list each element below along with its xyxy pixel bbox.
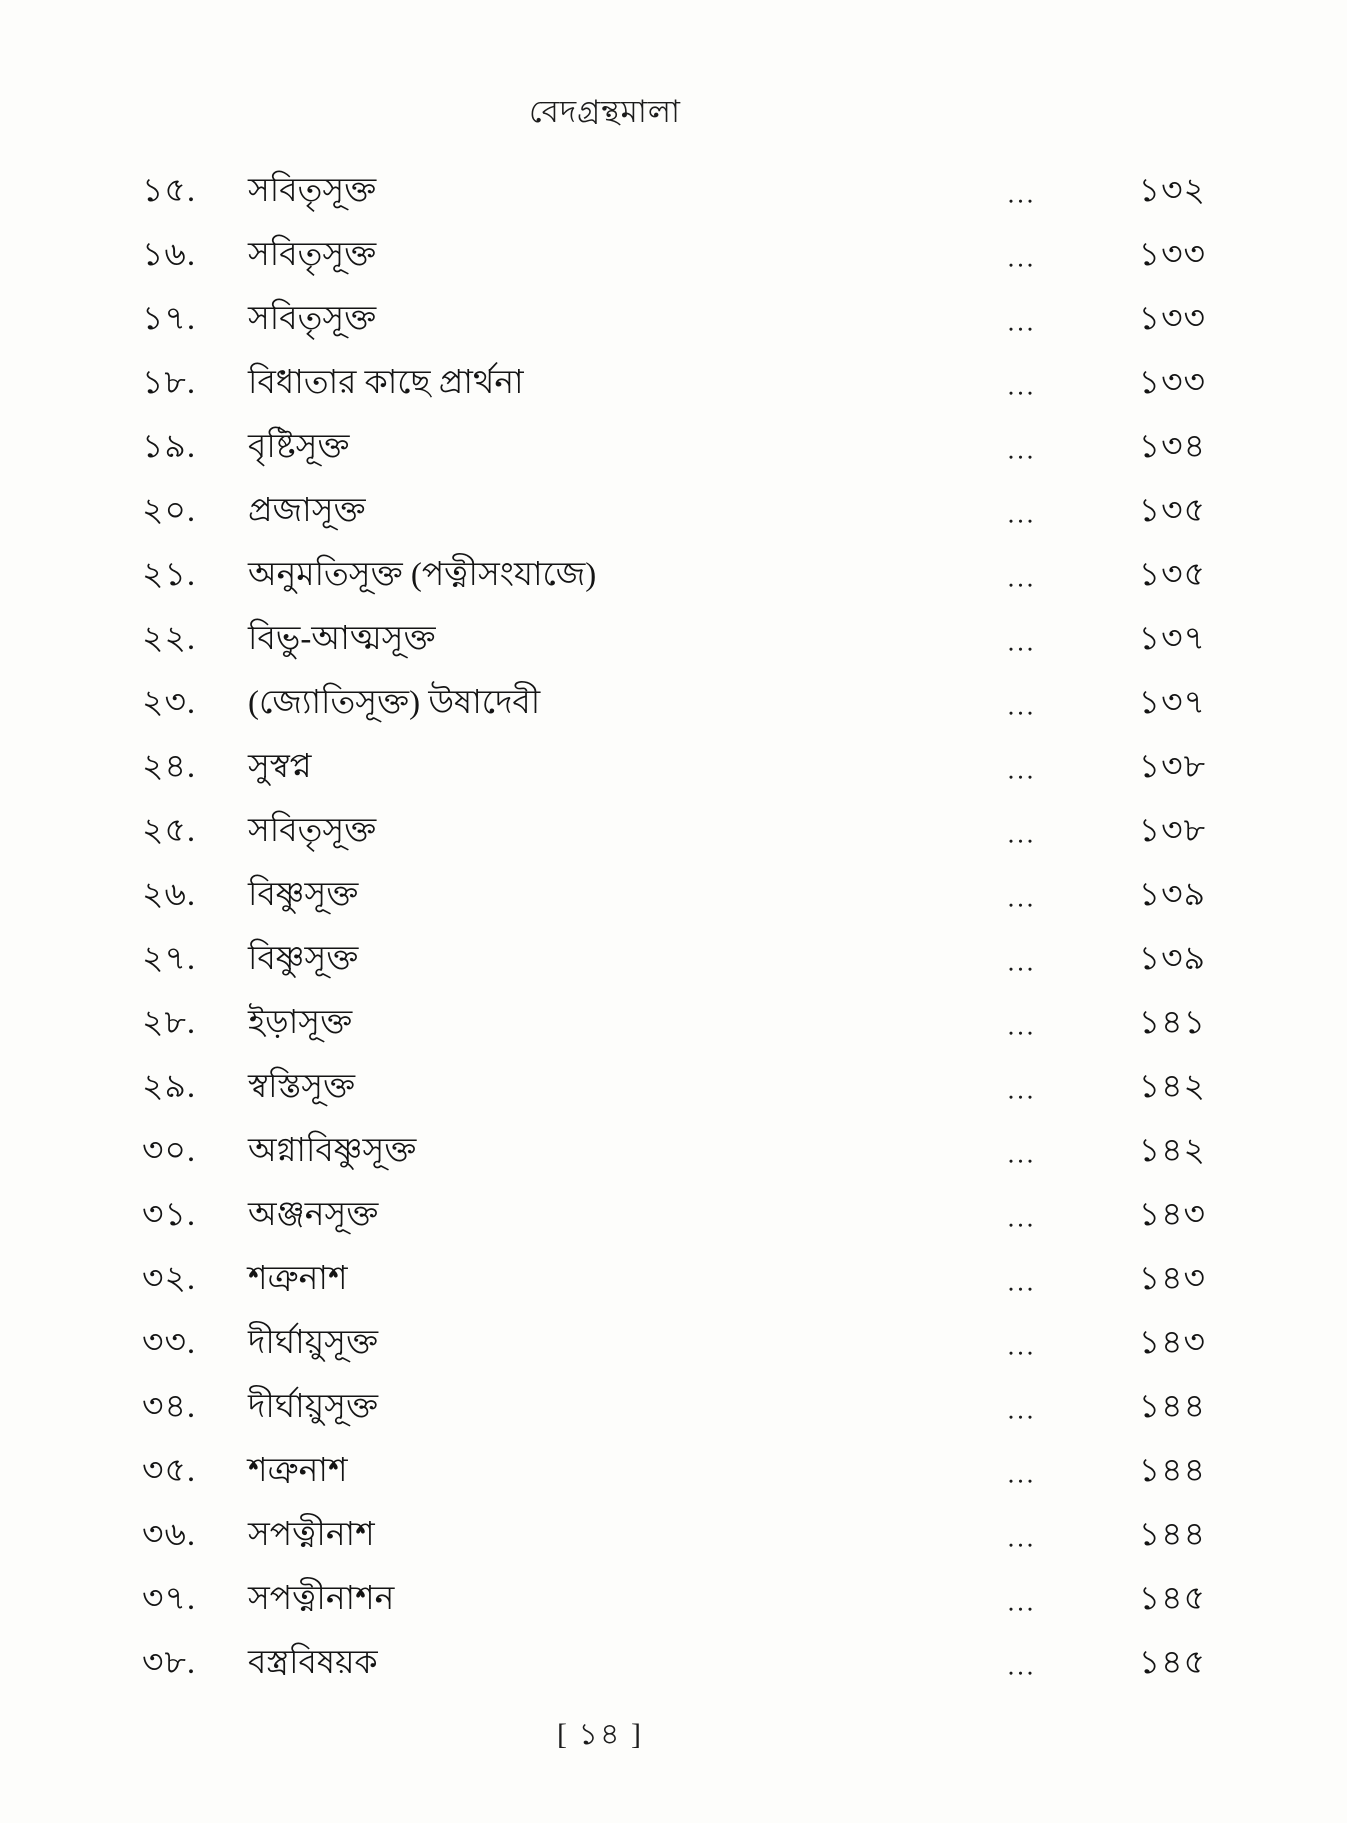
toc-row: [0, 288, 1347, 352]
entry-page-number: ১৪৩: [1138, 1325, 1206, 1361]
entry-page-number: ১৪৪: [1138, 1453, 1206, 1489]
dots-leader: ...: [1007, 1651, 1037, 1681]
toc-row: [0, 992, 1347, 1056]
entry-title: প্রজাসূক্ত: [248, 493, 366, 529]
entry-number: ২৭.: [142, 941, 197, 977]
toc-row: [0, 224, 1347, 288]
entry-title: বিভু-আত্মসূক্ত: [248, 621, 436, 657]
toc-row: [0, 352, 1347, 416]
entry-title: সবিতৃসূক্ত: [248, 813, 377, 849]
dots-leader: ...: [1007, 1267, 1037, 1297]
entry-number: ২৫.: [142, 813, 197, 849]
toc-row: [0, 1184, 1347, 1248]
entry-page-number: ১৪২: [1138, 1133, 1206, 1169]
dots-leader: ...: [1007, 563, 1037, 593]
entry-page-number: ১৩৮: [1138, 749, 1206, 785]
toc-row: [0, 1568, 1347, 1632]
entry-page-number: ১৩৯: [1138, 941, 1206, 977]
entry-number: ২৯.: [142, 1069, 197, 1105]
toc-row: [0, 864, 1347, 928]
entry-number: ২৩.: [142, 685, 197, 721]
toc-row: [0, 160, 1347, 224]
entry-page-number: ১৪৩: [1138, 1197, 1206, 1233]
dots-leader: ...: [1007, 1395, 1037, 1425]
entry-number: ৩১.: [142, 1197, 197, 1233]
entry-page-number: ১৩৭: [1138, 621, 1206, 657]
dots-leader: ...: [1007, 499, 1037, 529]
toc-row: [0, 1120, 1347, 1184]
entry-number: ২৬.: [142, 877, 197, 913]
entry-page-number: ১৪১: [1138, 1005, 1206, 1041]
entry-number: ৩৭.: [142, 1581, 197, 1617]
entry-number: ২০.: [142, 493, 197, 529]
entry-title: অঞ্জনসূক্ত: [248, 1197, 379, 1233]
dots-leader: ...: [1007, 627, 1037, 657]
entry-title: দীর্ঘায়ুসূক্ত: [248, 1389, 379, 1425]
dots-leader: ...: [1007, 1203, 1037, 1233]
toc-row: [0, 736, 1347, 800]
entry-number: ২৮.: [142, 1005, 197, 1041]
dots-leader: ...: [1007, 755, 1037, 785]
entry-title: বিষ্ণুসূক্ত: [248, 877, 359, 913]
page-footer-number: [ ১৪ ]: [557, 1718, 643, 1751]
dots-leader: ...: [1007, 819, 1037, 849]
entry-number: ১৭.: [142, 301, 197, 337]
entry-title: শত্রুনাশ: [248, 1453, 348, 1489]
entry-title: সবিতৃসূক্ত: [248, 237, 377, 273]
dots-leader: ...: [1007, 1459, 1037, 1489]
dots-leader: ...: [1007, 947, 1037, 977]
toc-row: [0, 800, 1347, 864]
entry-number: ৩২.: [142, 1261, 197, 1297]
entry-number: ১৮.: [142, 365, 197, 401]
entry-page-number: ১৩৫: [1138, 493, 1206, 529]
toc-row: [0, 608, 1347, 672]
entry-title: অনুমতিসূক্ত (পত্নীসংযাজে): [248, 557, 597, 593]
entry-page-number: ১৩৭: [1138, 685, 1206, 721]
dots-leader: ...: [1007, 371, 1037, 401]
toc-row: [0, 1056, 1347, 1120]
entry-number: ৩৩.: [142, 1325, 197, 1361]
entry-number: ১৫.: [142, 173, 197, 209]
entry-page-number: ১৩৪: [1138, 429, 1206, 465]
entry-number: ৩৪.: [142, 1389, 197, 1425]
toc-row: [0, 1248, 1347, 1312]
dots-leader: ...: [1007, 691, 1037, 721]
dots-leader: ...: [1007, 1587, 1037, 1617]
entry-title: স্বস্তিসূক্ত: [248, 1069, 356, 1105]
entry-page-number: ১৪২: [1138, 1069, 1206, 1105]
entry-title: সবিতৃসূক্ত: [248, 301, 377, 337]
entry-title: বিষ্ণুসূক্ত: [248, 941, 359, 977]
dots-leader: ...: [1007, 883, 1037, 913]
entry-title: বৃষ্টিসূক্ত: [248, 429, 350, 465]
entry-title: সপত্নীনাশন: [248, 1581, 395, 1617]
page-header-title: বেদগ্রন্থমালা: [529, 94, 681, 129]
toc-row: [0, 672, 1347, 736]
entry-number: ৩৬.: [142, 1517, 197, 1553]
toc-row: [0, 1504, 1347, 1568]
dots-leader: ...: [1007, 1523, 1037, 1553]
entry-number: ২৪.: [142, 749, 197, 785]
entry-page-number: ১৪৪: [1138, 1389, 1206, 1425]
table-of-contents: [0, 160, 1347, 1696]
toc-row: [0, 928, 1347, 992]
entry-page-number: ১৩৩: [1138, 237, 1206, 273]
entry-number: ৩০.: [142, 1133, 197, 1169]
entry-page-number: ১৪৪: [1138, 1517, 1206, 1553]
toc-row: [0, 1440, 1347, 1504]
entry-page-number: ১৪৫: [1138, 1645, 1206, 1681]
dots-leader: ...: [1007, 435, 1037, 465]
entry-title: দীর্ঘায়ুসূক্ত: [248, 1325, 379, 1361]
entry-title: বিধাতার কাছে প্রার্থনা: [248, 365, 524, 401]
entry-title: সুস্বপ্ন: [248, 749, 312, 785]
entry-number: ২২.: [142, 621, 197, 657]
entry-title: সপত্নীনাশ: [248, 1517, 375, 1553]
entry-page-number: ১৩৫: [1138, 557, 1206, 593]
dots-leader: ...: [1007, 243, 1037, 273]
dots-leader: ...: [1007, 1139, 1037, 1169]
toc-row: [0, 1632, 1347, 1696]
entry-title: সবিতৃসূক্ত: [248, 173, 377, 209]
entry-number: ৩৫.: [142, 1453, 197, 1489]
entry-number: ৩৮.: [142, 1645, 197, 1681]
entry-page-number: ১৩৯: [1138, 877, 1206, 913]
entry-page-number: ১৩৩: [1138, 301, 1206, 337]
entry-title: বস্ত্রবিষয়ক: [248, 1645, 378, 1681]
entry-number: ১৬.: [142, 237, 197, 273]
entry-number: ১৯.: [142, 429, 197, 465]
dots-leader: ...: [1007, 1011, 1037, 1041]
dots-leader: ...: [1007, 1075, 1037, 1105]
entry-number: ২১.: [142, 557, 197, 593]
entry-page-number: ১৪৫: [1138, 1581, 1206, 1617]
entry-title: ইড়াসূক্ত: [248, 1005, 353, 1041]
toc-row: [0, 544, 1347, 608]
entry-page-number: ১৪৩: [1138, 1261, 1206, 1297]
dots-leader: ...: [1007, 1331, 1037, 1361]
entry-page-number: ১৩৩: [1138, 365, 1206, 401]
entry-title: অগ্নাবিষ্ণুসূক্ত: [248, 1133, 417, 1169]
toc-row: [0, 480, 1347, 544]
toc-row: [0, 1312, 1347, 1376]
entry-page-number: ১৩৮: [1138, 813, 1206, 849]
toc-row: [0, 1376, 1347, 1440]
entry-title: শত্রুনাশ: [248, 1261, 348, 1297]
dots-leader: ...: [1007, 179, 1037, 209]
entry-page-number: ১৩২: [1138, 173, 1206, 209]
entry-title: (জ্যোতিসূক্ত) উষাদেবী: [248, 685, 541, 721]
toc-row: [0, 416, 1347, 480]
dots-leader: ...: [1007, 307, 1037, 337]
